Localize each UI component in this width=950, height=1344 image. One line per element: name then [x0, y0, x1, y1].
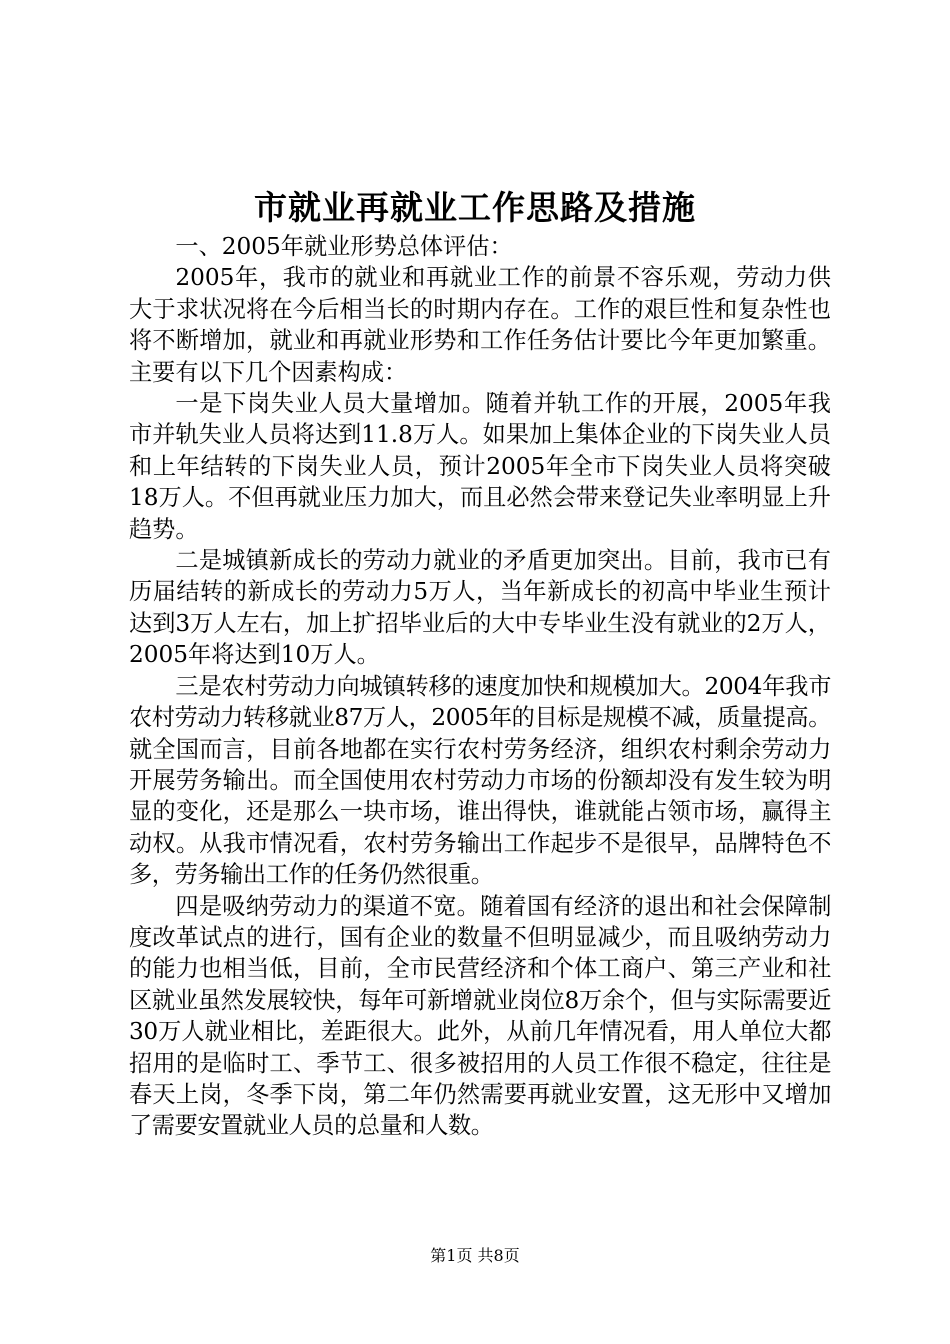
- paragraph-factor-1: 一是下岗失业人员大量增加。随着并轨工作的开展，2005年我市并轨失业人员将达到11.8万人。如果加上集体企业的下岗失业人员和上年结转的下岗失业人员，预计2005年全市下岗失业人员将突破18万人。不但再就业压力加大，而且必然会带来登记失业率明显上升趋势。: [129, 390, 831, 543]
- document-title: 市就业再就业工作思路及措施: [254, 188, 696, 227]
- paragraph-factor-3: 三是农村劳动力向城镇转移的速度加快和规模加大。2004年我市农村劳动力转移就业87万人，2005年的目标是规模不减，质量提高。就全国而言，目前各地都在实行农村劳务经济，组织农村剩余劳动力开展劳务输出。而全国使用农村劳动力市场的份额却没有发生较为明显的变化，还是那么一块市场，谁出得快，谁就能占领市场，赢得主动权。从我市情况看，农村劳务输出工作起步不是很早，品牌特色不多，劳务输出工作的任务仍然很重。: [129, 672, 831, 889]
- paragraph-overview: 2005年，我市的就业和再就业工作的前景不容乐观，劳动力供大于求状况将在今后相当长的时期内存在。工作的艰巨性和复杂性也将不断增加，就业和再就业形势和工作任务估计要比今年更加繁重。主要有以下几个因素构成：: [129, 264, 831, 386]
- document-body: [129, 231, 831, 1142]
- page-footer: 第1页 共8页: [430, 1246, 520, 1265]
- paragraph-factor-2: 二是城镇新成长的劳动力就业的矛盾更加突出。目前，我市已有历届结转的新成长的劳动力5万人，当年新成长的初高中毕业生预计达到3万人左右，加上扩招毕业后的大中专毕业生没有就业的2万人，2005年将达到10万人。: [129, 547, 831, 669]
- section-heading: 一、2005年就业形势总体评估：: [175, 233, 513, 260]
- paragraph-factor-4: 四是吸纳劳动力的渠道不宽。随着国有经济的退出和社会保障制度改革试点的进行，国有企业的数量不但明显减少，而且吸纳劳动力的能力也相当低，目前，全市民营经济和个体工商户、第三产业和社区就业虽然发展较快，每年可新增就业岗位8万余个，但与实际需要近30万人就业相比，差距很大。此外，从前几年情况看，用人单位大都招用的是临时工、季节工、很多被招用的人员工作很不稳定，往往是春天上岗，冬季下岗，第二年仍然需要再就业安置，这无形中又增加了需要安置就业人员的总量和人数。: [129, 892, 831, 1140]
